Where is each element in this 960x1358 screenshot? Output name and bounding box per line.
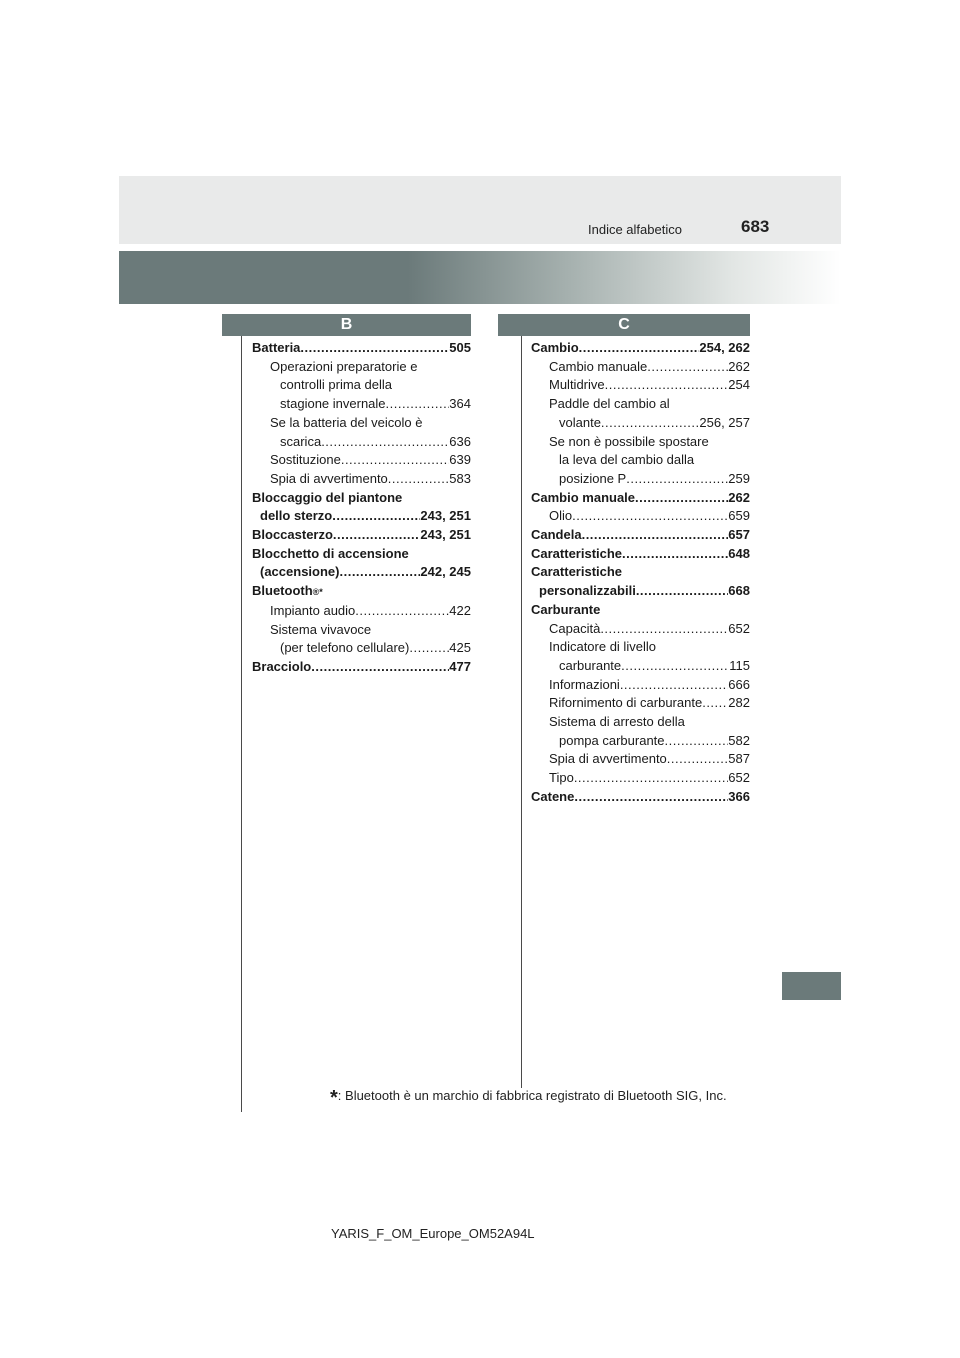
dot-leader [311,658,449,677]
page-reference[interactable]: 243, 251 [420,508,471,524]
dot-leader [300,339,449,358]
page-reference[interactable]: 242, 245 [420,564,471,580]
index-entry [531,732,750,751]
dot-leader [579,339,700,358]
index-entry [531,676,750,695]
page-reference[interactable]: 659 [728,508,750,524]
dot-leader [621,657,729,676]
index-entry [531,713,750,732]
entry-term: Cambio [531,340,579,355]
entry-term: Tipo [549,770,574,786]
dot-leader [620,676,728,695]
dot-leader [386,395,450,414]
index-entry [252,621,471,640]
index-entry [531,414,750,433]
entry-term: Cambio manuale [549,358,648,374]
index-entry [531,339,750,358]
entry-term: Operazioni preparatorie e [270,358,418,374]
index-entry [252,639,471,658]
entry-term: volante [559,414,601,430]
dot-leader [333,526,420,545]
entry-term: personalizzabili [539,583,636,599]
entry-term: Bloccasterzo [252,527,333,543]
dot-leader [702,694,728,713]
entry-term: Carburante [531,601,601,617]
dot-leader [574,788,728,807]
dot-leader [355,602,449,621]
entry-term: Sistema vivavoce [270,621,372,637]
dot-leader [647,358,728,377]
entry-term: Blocchetto di accensione [252,545,409,561]
dot-leader [600,620,728,639]
page-reference[interactable]: 243, 251 [420,527,471,543]
entry-term: pompa carburante [559,732,665,748]
index-column-b [252,339,471,677]
dot-leader [332,507,420,526]
page-reference[interactable]: 505 [449,340,471,355]
index-entry [531,694,750,713]
dot-leader [572,507,728,526]
index-entry [531,489,750,508]
page-reference[interactable]: 366 [728,788,750,804]
entry-term: Bracciolo [252,658,312,674]
page-reference[interactable]: 582 [728,732,750,748]
page-reference[interactable]: 364 [449,396,471,412]
column-divider-middle [521,336,522,1088]
footnote-text: : Bluetooth è un marchio di fabbrica registrato di Bluetooth SIG, Inc. [337,1088,727,1103]
page-number: 683 [741,217,770,236]
index-entry [531,395,750,414]
entry-term: dello sterzo [260,508,333,524]
entry-term: Se la batteria del veicolo è [270,414,423,430]
index-entry [531,376,750,395]
entry-term: Capacità [549,620,601,636]
index-entry [252,339,471,358]
entry-term: Olio [549,508,573,524]
letter-heading-b: B [222,314,471,336]
page-reference[interactable]: 666 [728,676,750,692]
entry-term: Spia di avvertimento [270,470,388,486]
page-reference[interactable]: 115 [729,657,750,673]
entry-term: Sistema di arresto della [549,714,685,730]
dot-leader [388,470,450,489]
index-entry [531,545,750,564]
entry-term: Cambio manuale [531,489,636,505]
footnote [330,1087,727,1110]
page-reference[interactable]: 639 [449,452,471,468]
index-entry [531,470,750,489]
entry-term: Rifornimento di carburante [549,695,703,711]
index-entry [531,620,750,639]
index-entry [531,788,750,807]
page-reference[interactable]: 256, 257 [699,414,750,430]
page-reference[interactable]: 262 [728,489,750,505]
side-thumb-tab[interactable] [782,972,841,1000]
dot-leader [622,545,728,564]
entry-term: Catene [531,788,575,804]
entry-term: controlli prima della [280,377,392,393]
letter-heading-c: C [498,314,750,336]
entry-term: scarica [280,433,322,449]
index-entry [531,451,750,470]
index-entry [531,750,750,769]
index-entry [252,414,471,433]
index-entry [252,602,471,621]
entry-term: Caratteristiche [531,564,623,580]
index-entry [531,769,750,788]
page-reference[interactable]: 422 [449,602,471,618]
index-entry [252,507,471,526]
dot-leader [605,376,729,395]
dot-leader [665,732,729,751]
page-reference[interactable]: 668 [728,583,750,599]
index-entry [252,582,471,602]
entry-term: Impianto audio [270,602,356,618]
page-reference[interactable]: 636 [449,433,471,449]
index-entry [252,433,471,452]
entry-superscript: ®* [312,587,323,598]
entry-term: la leva del cambio dalla [559,452,695,468]
page-reference[interactable]: 652 [728,620,750,636]
dot-leader [341,451,449,470]
index-entry [531,657,750,676]
index-entry [531,563,750,582]
index-entry [252,526,471,545]
entry-term: Caratteristiche [531,545,623,561]
index-entry [252,658,471,677]
index-entry [531,582,750,601]
index-entry [252,470,471,489]
decorative-band [119,251,841,304]
header-band [119,176,841,244]
page-reference[interactable]: 282 [728,695,750,711]
index-entry [252,563,471,582]
index-entry [252,358,471,377]
page-reference[interactable]: 262 [728,358,750,374]
entry-term: Candela [531,527,582,543]
entry-term: Bloccaggio del piantone [252,489,403,505]
index-entry [252,376,471,395]
index-entry [252,451,471,470]
dot-leader [339,563,420,582]
dot-leader [667,750,729,769]
column-divider-left [241,336,242,1112]
entry-term: Batteria [252,340,301,355]
entry-term: (per telefono cellulare) [280,640,410,656]
entry-term: posizione P [559,470,627,486]
page-reference[interactable]: 648 [728,545,750,561]
index-entry [531,638,750,657]
entry-term: Paddle del cambio al [549,396,670,412]
entry-term: Indicatore di livello [549,639,656,655]
dot-leader [626,470,728,489]
page-reference[interactable]: 657 [728,527,750,543]
section-title: Indice alfabetico [588,222,682,237]
entry-term: (accensione) [260,564,340,580]
page-reference[interactable]: 425 [449,640,471,656]
entry-term: Se non è possibile spostare [549,433,709,449]
dot-leader [601,414,699,433]
index-entry [252,545,471,564]
page-reference[interactable]: 254 [728,377,750,393]
index-entry [252,395,471,414]
entry-term: Informazioni [549,676,620,692]
page-reference[interactable]: 259 [728,470,750,486]
index-entry [531,433,750,452]
footnote-marker: * [330,1087,338,1109]
dot-leader [636,582,728,601]
page-reference[interactable]: 587 [728,751,750,767]
dot-leader [574,769,728,788]
index-entry [531,601,750,620]
index-entry [531,358,750,377]
index-entry [252,489,471,508]
page-reference[interactable]: 652 [728,770,750,786]
dot-leader [635,489,728,508]
page-reference[interactable]: 477 [449,658,471,674]
document-code: YARIS_F_OM_Europe_OM52A94L [331,1226,535,1241]
entry-term: Bluetooth [252,583,313,599]
page-reference[interactable]: 583 [449,470,471,486]
entry-term: carburante [559,657,622,673]
entry-term: Spia di avvertimento [549,751,667,767]
page-reference[interactable]: 254, 262 [699,340,750,355]
index-column-c [531,339,750,807]
dot-leader [409,639,449,658]
index-entry [531,526,750,545]
entry-term: Multidrive [549,377,605,393]
entry-term: stagione invernale [280,396,386,412]
dot-leader [582,526,729,545]
entry-term: Sostituzione [270,452,341,468]
index-entry [531,507,750,526]
dot-leader [321,433,449,452]
